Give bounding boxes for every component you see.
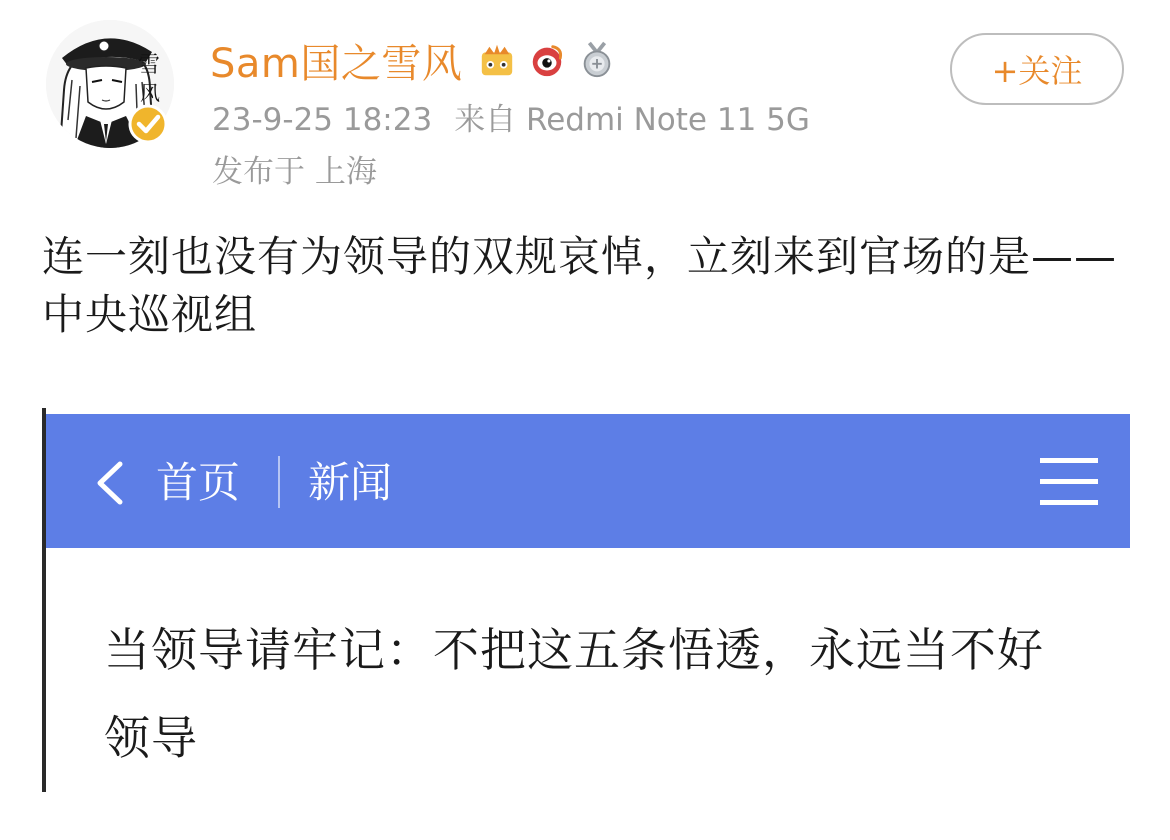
post-source: 来自 Redmi Note 11 5G <box>454 102 810 138</box>
embedded-screenshot[interactable] <box>42 408 1130 792</box>
crown-badge-icon[interactable] <box>478 41 516 79</box>
timestamp: 23-9-25 18:23 <box>212 102 433 138</box>
author-row <box>210 30 616 90</box>
medal-badge-icon[interactable] <box>578 41 616 79</box>
menu-icon[interactable] <box>1040 456 1098 508</box>
nav-news-link[interactable]: 新闻 <box>308 458 393 507</box>
nav-home-link[interactable]: 首页 <box>156 458 241 507</box>
follow-button[interactable]: +关注 <box>950 33 1124 105</box>
back-chevron-icon[interactable] <box>90 458 130 508</box>
article-title[interactable]: 当领导请牢记：不把这五条悟透，永远当不好领导 <box>104 623 1044 765</box>
weibo-eye-badge-icon[interactable] <box>528 41 566 79</box>
username[interactable]: Sam国之雪风 <box>210 40 463 87</box>
verified-icon <box>128 104 168 144</box>
post-meta <box>212 100 810 140</box>
post-location: 发布于 上海 <box>212 154 377 190</box>
avatar-caption-top: 雪 <box>138 53 161 78</box>
post-text: 连一刻也没有为领导的双规哀悼，立刻来到官场的是——中央巡视组 <box>42 232 1118 339</box>
embedded-nav-bar <box>46 414 1130 548</box>
nav-divider <box>278 456 280 508</box>
avatar-caption-bottom: 风 <box>140 81 160 105</box>
